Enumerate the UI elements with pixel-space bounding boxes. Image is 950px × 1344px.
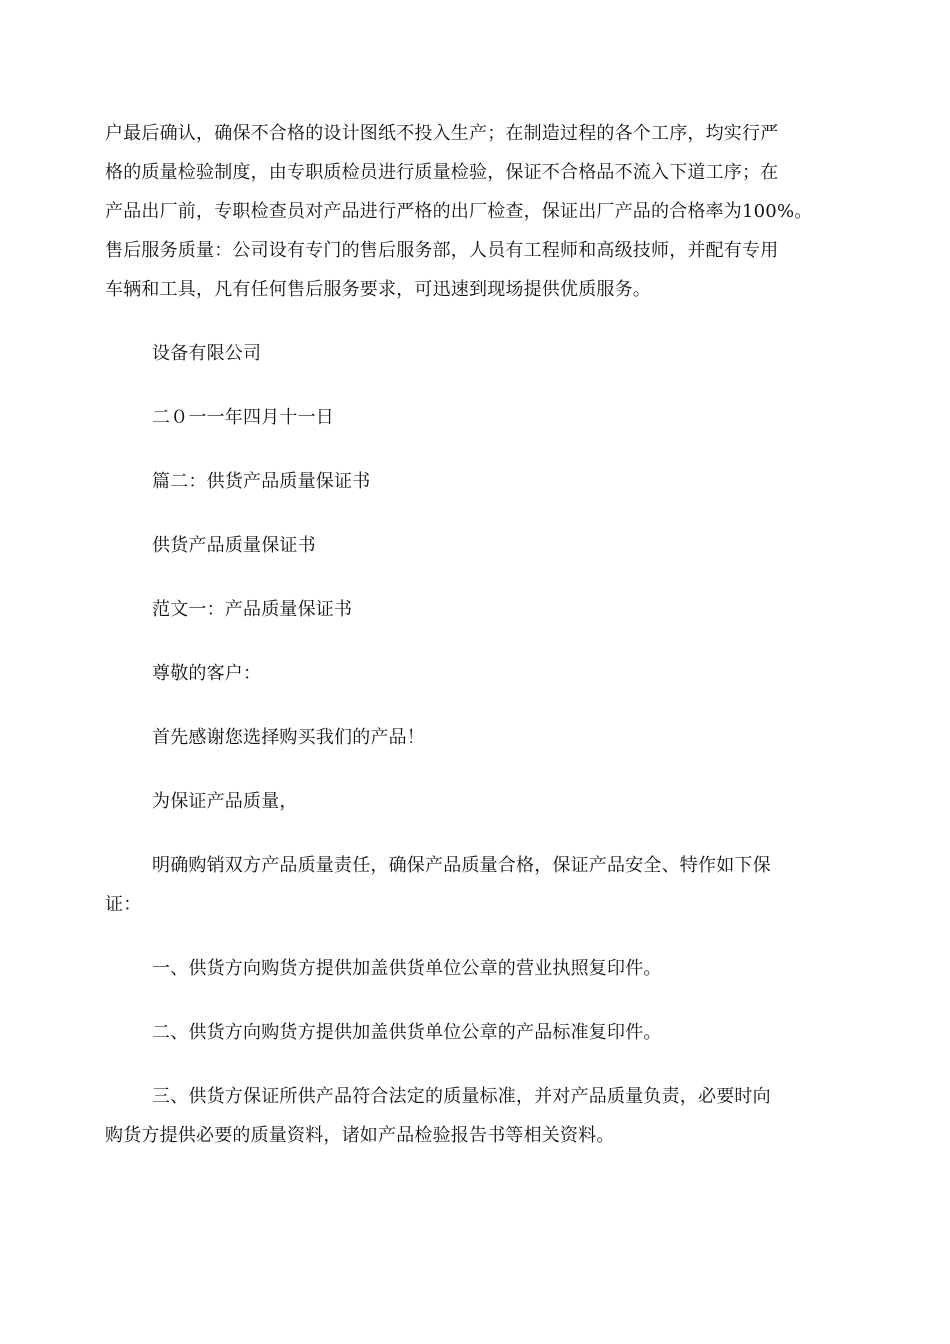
clause-3-line: 三、供货方保证所供产品符合法定的质量标准，并对产品质量负责，必要时向 (152, 1086, 771, 1107)
sample-title: 范文一：产品质量保证书 (152, 599, 353, 620)
paragraph-line: 售后服务质量：公司设有专门的售后服务部，人员有工程师和高级技师，并配有专用 (105, 240, 779, 261)
intro-line: 证： (105, 894, 142, 915)
paragraph-line: 产品出厂前，专职检查员对产品进行严格的出厂检查，保证出厂产品的合格率为100%。 (105, 201, 813, 222)
paragraph-line: 户最后确认，确保不合格的设计图纸不投入生产；在制造过程的各个工序，均实行严 (105, 123, 779, 144)
salutation: 尊敬的客户： (152, 663, 262, 684)
clause-2: 二、供货方向购货方提供加盖供货单位公章的产品标准复印件。 (152, 1022, 662, 1043)
clause-1: 一、供货方向购货方提供加盖供货单位公章的营业执照复印件。 (152, 958, 662, 979)
document-title: 供货产品质量保证书 (152, 535, 316, 556)
section-title: 篇二：供货产品质量保证书 (152, 471, 371, 492)
paragraph-line: 格的质量检验制度，由专职质检员进行质量检验，保证不合格品不流入下道工序；在 (105, 162, 779, 183)
thanks-line: 首先感谢您选择购买我们的产品！ (152, 727, 425, 748)
paragraph-line: 车辆和工具，凡有任何售后服务要求，可迅速到现场提供优质服务。 (105, 279, 651, 300)
clause-3-line: 购货方提供必要的质量资料，诸如产品检验报告书等相关资料。 (105, 1125, 615, 1146)
company-name: 设备有限公司 (152, 343, 262, 364)
document-date: 二０一一年四月十一日 (152, 407, 334, 428)
intro-line: 明确购销双方产品质量责任，确保产品质量合格，保证产品安全、特作如下保 (152, 855, 771, 876)
purpose-line: 为保证产品质量， (152, 791, 298, 812)
